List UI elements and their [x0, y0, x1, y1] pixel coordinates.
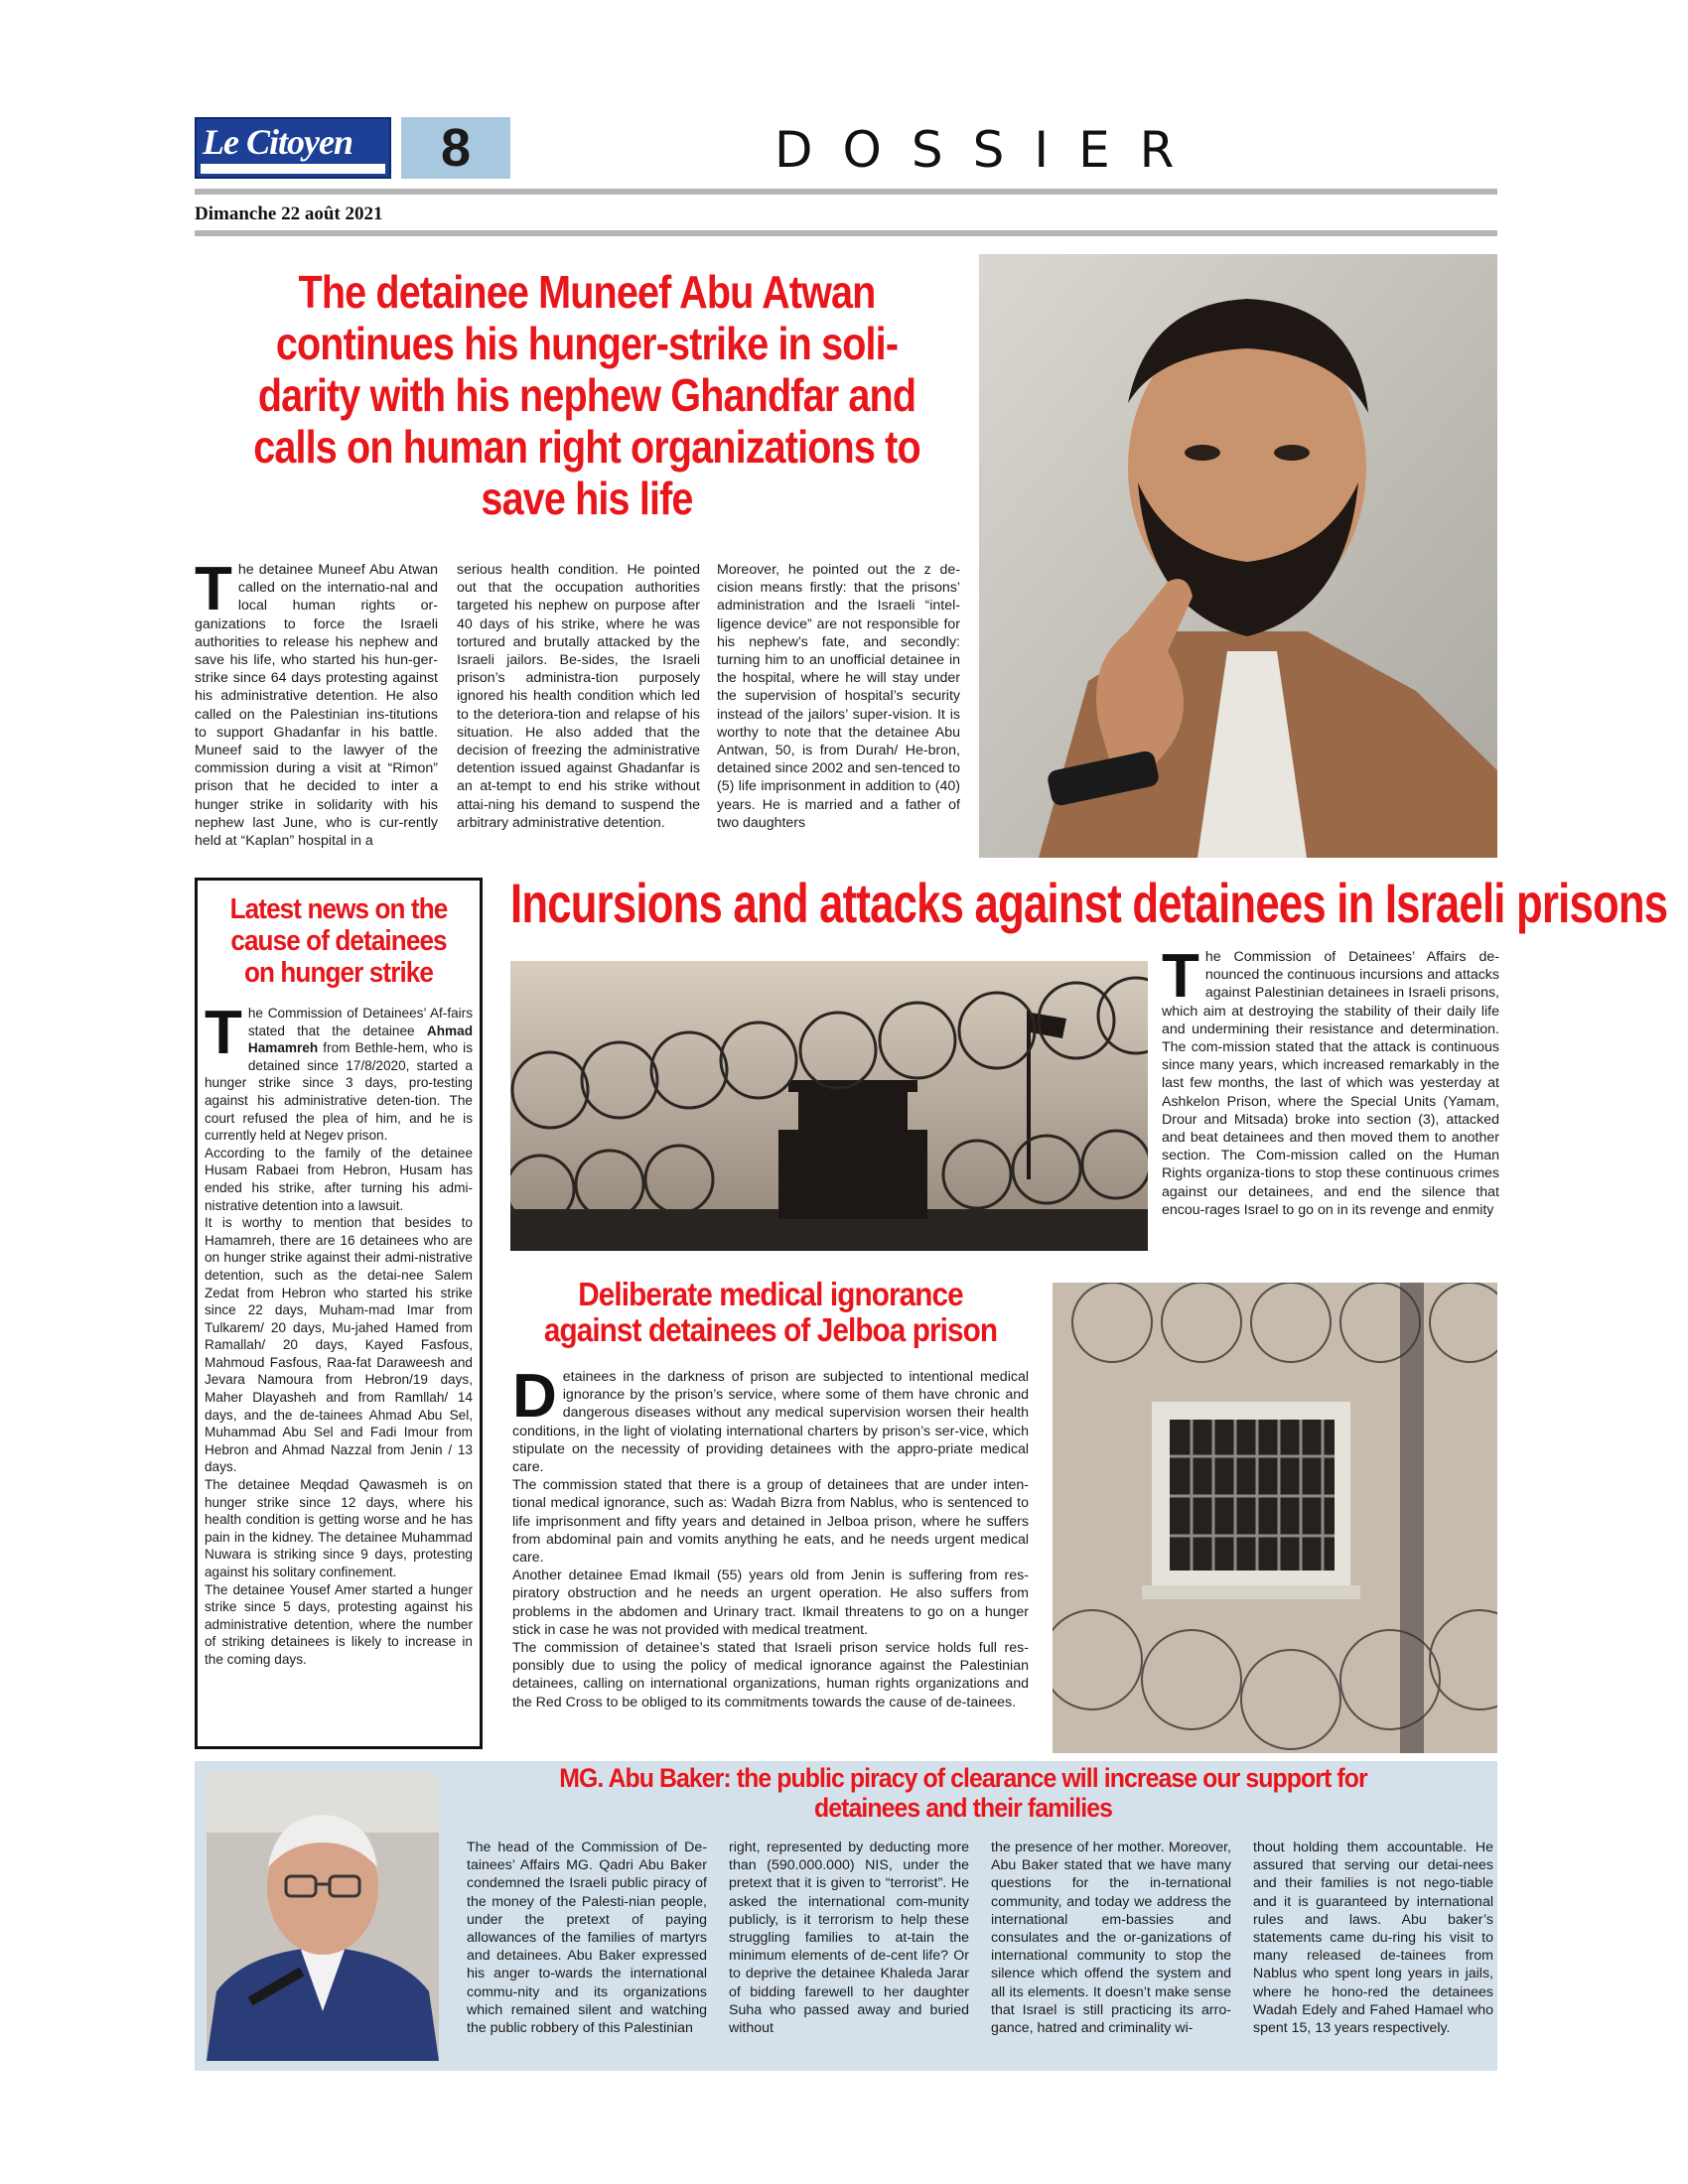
incursions-body: The Commission of Detainees’ Affairs de-nounced the continuous incursions and attacks against Palestinian detainees in Israeli prisons, which aim at destroying the stability of their daily life and undermining their resistance and determination. The com-mission stated that the attack is continuous since many years, which increased remarkably in the last few months, the last of which was yesterday at Ashkelon Prison, where the Special Units (Yamam, Drour and Mitsada) broke into section (3), attacked and beat detainees and then moved them to another section. The Com-mission called on the Human Rights organiza-tions to stop these continuous crimes against our detainees, and end the silence that encou-rages Israel to go on in its revenge and enmity [1162, 942, 1499, 1218]
drop-cap: T [195, 555, 232, 623]
prison-window-photo [1053, 1283, 1497, 1753]
logo-tagline-strip [201, 164, 385, 174]
section-title: DOSSIER [774, 121, 1204, 179]
abu-baker-column-2: right, represented by deducting more than (590.000.000) NIS, under the pretext that it is given to “terrorist”. He asked the international com-munity publicly, is it terrorism to help these struggling families to at-tain the minimum elements of de-cent life? Or to deprive the detainee Khaleda Jarar of bidding farewell to her daughter Suha who passed away and buried without [729, 1840, 969, 2037]
medical-paragraph: The commission of detainee’s stated that Israeli prison service holds full res-ponsibly due to using the policy of medical ignorance against the Palestinian detainees, calling on international organizations, human rights organizations and the Red Cross to be obliged to its commitments towards the cause of de-tainees. [512, 1640, 1029, 1710]
header-divider [195, 189, 1497, 195]
newspaper-logo [195, 117, 391, 179]
article1-column-3: Moreover, he pointed out the z de-cision means firstly: that the prisons’ administration and the Israeli “intel-ligence device” are not responsible for his nephew’s fate, and secondly: turning him to an unofficial detainee in the hospital, where he will stay under the supervision of hospital’s security instead of the jailors’ super-vision. It is worthy to note that the detainee Abu Antwan, 50, is from Durah/ He-bron, detained since 2002 and sen-tenced to (5) life imprisonment in addition to (40) years. He is married and a father of two daughters [717, 562, 960, 831]
drop-cap: T [1162, 942, 1199, 1011]
abu-baker-headline: MG. Abu Baker: the public piracy of clearance will increase our support for detainees and their families [559, 1763, 1367, 1823]
sidebar-paragraph: The detainee Yousef Amer started a hunger strike since 5 days, protesting against his administrative detention, where the number of striking detainees is likely to increase in the coming days. [205, 1581, 473, 1667]
medical-headline: Deliberate medical ignorance against detainees of Jelboa prison [543, 1276, 998, 1348]
medical-paragraph: Another detainee Emad Ikmail (55) years old from Jenin is suffering from res-piratory obstruction and he needs an urgent operation. He also suffers from problems in the abdomen and Urinary tract. Ikmail threatens to go on a hunger stick in case he was not provided with medical treatment. [512, 1568, 1029, 1638]
medical-paragraph: The commission stated that there is a group of detainees that are under inten-tional medical ignorance, such as: Wadah Bizra from Nablus, who is sentenced to life imprisonment and fifty years and detained in Jelboa prison, where he suffers from abdominal pain and vomits anything he eats, and he needs urgent medical care. [512, 1477, 1029, 1567]
abu-baker-photo [207, 1773, 439, 2061]
detainee-name-bold: Ahmad Hamamreh [247, 1023, 473, 1056]
logo-name: Le Citoyen [203, 122, 352, 162]
prison-watchtower-photo [510, 961, 1148, 1251]
article1-column-2: serious health condition. He pointed out that the occupation authorities targeted his nephew on purpose after 40 days of his strike, where he was tortured and brutally attacked by the Israeli jailors. Be-sides, the Israeli prison’s administra-tion purposely ignored his health condition which led to the deteriora-tion and relapse of his situation. He also added that the decision of freezing the administrative detention issued against Ghadanfar is an at-tempt to end his strike without attai-ning his demand to suspend the arbitrary administrative detention. [457, 562, 700, 831]
abu-baker-column-1: The head of the Commission of De-tainees’ Affairs MG. Qadri Abu Baker condemned the Israeli public piracy of the money of the Palesti-nian people, under the pretext of paying allowances of the families of martyrs and detainees. Abu Baker expressed his anger to-wards the international commu-nity and its organizations which remained silent and watching the public robbery of this Palestinian [467, 1840, 707, 2037]
incursions-headline: Incursions and attacks against detainees in Israeli prisons [510, 872, 1668, 934]
drop-cap: D [512, 1362, 557, 1431]
sidebar-paragraph: According to the family of the detainee Husam Rabaei from Hebron, Husam has ended his strike, after turning his admi-nistrative detention into a lawsuit. [205, 1145, 473, 1213]
sidebar-body: The Commission of Detainees’ Af-fairs stated that the detainee Ahmad Hamamreh from Bethle-hem, who is detained since 17/8/2020, started a hunger strike since 3 days, pro-testing against his administrative deten-tion. The court refused the plea of him, and he is currently held at Negev prison. According to the family of the detainee Husam Rabaei from Hebron, Husam has ended his strike, after turning his admi-nistrative detention into a lawsuit. It is worthy to mention that besides to Hamamreh, there are 16 detainees who are on hunger strike against their admi-nistrative detention, such as the detai-nee Salem Zedat from Hebron who started his strike since 22 days, Muham-mad Imar from Tulkarem/ 20 days, Mu-jahed Hamed from Ramallah/ 20 days, Kayed Fasfous, Mahmoud Fasfous, Raa-fat Daraweesh and Jevara Namoura from Hebron/19 days, Maher Dlayasheh and from Ramllah/ 14 days, and the de-tainees Ahmad Abu Sel, Muhammad Abu Sel and Fadi Imour from Hebron and Ahmad Nazzal from Jenin / 13 days. The detainee Meqdad Qawasmeh is on hunger strike since 12 days, where his health condition is getting worse and he has pain in the kidney. The detainee Muhammad Nuwara is striking since 9 days, protesting against his solitary confinement. The detainee Yousef Amer started a hunger strike since 5 days, protesting against his administrative detention, where the number of striking detainees is likely to increase in the coming days. [205, 999, 473, 1667]
header-divider-lower [195, 230, 1497, 236]
page-number: 8 [401, 117, 510, 179]
sidebar-headline: Latest news on the cause of detainees on hunger strike [229, 893, 448, 989]
article1-column-1 [195, 555, 438, 850]
article1-col1-text: he detainee Muneef Abu Atwan called on the internatio-nal and local human rights or-ganizations to force the Israeli authorities to release his nephew and save his life, who started his hun-ger-strike since 64 days protesting against his administrative detention. He also called on the Palestinian ins-titutions to support Ghadanfar in his battle. Muneef said to the lawyer of the commission during a visit at “Rimon” prison that he decided to inter a hunger strike in solidarity with his nephew last June, who is cur-rently held at “Kaplan” hospital in a [195, 562, 438, 850]
sidebar-paragraph: The detainee Meqdad Qawasmeh is on hunger strike since 12 days, where his health condition is getting worse and he has pain in the kidney. The detainee Muhammad Nuwara is striking since 9 days, protesting against his solitary confinement. [205, 1477, 473, 1579]
sidebar-paragraph: It is worthy to mention that besides to Hamamreh, there are 16 detainees who are on hunger strike against their admi-nistrative detention, such as the detai-nee Salem Zedat from Hebron who started his strike since 22 days, Muham-mad Imar from Tulkarem/ 20 days, Mu-jahed Hamed from Ramallah/ 20 days, Kayed Fasfous, Mahmoud Fasfous, Raa-fat Daraweesh and Jevara Namoura from Hebron/19 days, Maher Dlayasheh and from Ramllah/ 14 days, and the de-tainees Ahmad Abu Sel, Muhammad Abu Sel and Fadi Imour from Hebron and Ahmad Nazzal from Jenin / 13 days. [205, 1215, 473, 1475]
article1-headline: The detainee Muneef Abu Atwan continues his hunger-strike in soli-darity with his nephew Ghandfar and calls on human right organizations to save his life [253, 266, 920, 524]
drop-cap: T [205, 999, 242, 1067]
issue-date: Dimanche 22 août 2021 [195, 204, 383, 224]
abu-baker-column-4: thout holding them accountable. He assured that serving our detai-nees and their families is not nego-tiable and it is guaranteed by international rules and laws. Abu baker’s statements came du-ring his visit to many released de-tainees from Nablus who spent long years in jails, where he hono-red the detainees Wadah Edely and Fahed Hamael who spent 15, 13 years respectively. [1253, 1840, 1493, 2037]
medical-body: Detainees in the darkness of prison are subjected to intentional medical ignorance by the prison’s service, where some of them have chronic and dangerous diseases without any medical supervision worsen their health conditions, in the light of violating international charters by prison’s ser-vice, which stipulate on the necessity of providing detainees with the appro-priate medical care. The commission stated that there is a group of detainees that are under inten-tional medical ignorance, such as: Wadah Bizra from Nablus, who is sentenced to life imprisonment and fifty years and detained in Jelboa prison, where he suffers from abdominal pain and vomits anything he eats, and he needs urgent medical care. Another detainee Emad Ikmail (55) years old from Jenin is suffering from res-piratory obstruction and he needs an urgent operation. He also suffers from problems in the abdomen and Urinary tract. Ikmail threatens to go on a hunger stick in case he was not provided with medical treatment. The commission of detainee’s stated that Israeli prison service holds full res-ponsibly due to using the policy of medical ignorance against the Palestinian detainees, calling on international organizations, human rights organizations and the Red Cross to be obliged to its commitments towards the cause of de-tainees. [512, 1362, 1029, 1710]
detainee-portrait-photo [979, 254, 1497, 858]
abu-baker-column-3: the presence of her mother. Moreover, Abu Baker stated that we have many questions for the in-ternational community, and today we address the international em-bassies and consulates and the or-ganizations of international community to stop the silence which offend the system and all its elements. It doesn’t make sense that Israel is still practicing its arro-gance, hatred and criminality wi- [991, 1840, 1231, 2037]
